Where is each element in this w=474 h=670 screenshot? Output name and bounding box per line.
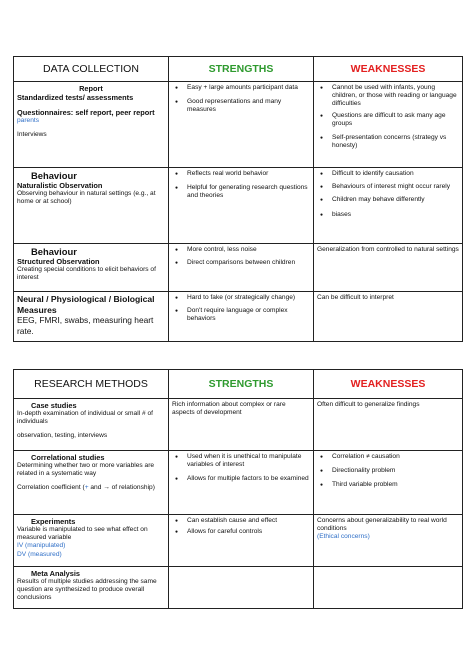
cell-case-method	[14, 399, 169, 451]
list-item: ● Don't require language or complex behaviors	[187, 307, 310, 323]
list-item: ● Behaviours of interest might occur rarely	[332, 183, 459, 191]
list-item: ● More control, less noise	[187, 246, 310, 254]
case-line2: observation, testing, interviews	[17, 432, 108, 440]
cell-experiments-method	[14, 515, 169, 567]
header-strengths: STRENGTHS	[169, 57, 314, 82]
row-neural	[14, 292, 463, 342]
cell-neural-strengths	[169, 292, 314, 342]
header-row	[14, 57, 463, 82]
cell-structured-weakness: Generalization from controlled to natural settings	[314, 244, 463, 292]
list-item: ● Correlation ≠ causation	[332, 453, 459, 461]
report-interviews: Interviews	[17, 131, 47, 139]
experiments-iv: IV (manipulated)	[17, 542, 66, 550]
correlational-coefficient	[17, 484, 165, 492]
naturalistic-desc: Observing behaviour in natural settings (e.g., at home or at school)	[17, 190, 156, 206]
coef-prefix: Correlation coefficient (	[17, 484, 85, 492]
list-item: ● Helpful for generating research questions and theories	[187, 184, 310, 200]
experiments-title: Experiments	[31, 517, 76, 526]
row-naturalistic	[14, 168, 463, 244]
list-item: ● Good representations and many measures	[187, 98, 310, 114]
list-item: ● Directionality problem	[332, 467, 459, 475]
structured-desc: Creating special conditions to elicit behaviors of interest	[17, 266, 156, 282]
cell-neural-weakness: Can be difficult to interpret	[314, 292, 463, 342]
meta-line1: Results of multiple studies addressing the same question are synthesized to produce overall conclusions	[17, 578, 157, 602]
cell-structured-method	[14, 244, 169, 292]
cell-naturalistic-weaknesses	[314, 168, 463, 244]
arrow-icon: →	[103, 484, 110, 492]
list-item: ● Allows for careful controls	[187, 528, 310, 536]
cell-report-method	[14, 82, 169, 168]
header-row	[14, 370, 463, 399]
row-experiments	[14, 515, 463, 567]
row-structured	[14, 244, 463, 292]
report-title: Report	[79, 84, 103, 93]
cell-report-weaknesses	[314, 82, 463, 168]
coef-suffix: of relationship)	[109, 484, 155, 492]
cell-correlational-weaknesses	[314, 451, 463, 515]
correlational-line1: Determining whether two or more variables are related in a systematic way	[17, 462, 155, 478]
experiments-ethical: (Ethical concerns)	[317, 533, 370, 541]
list-item: ● Children may behave differently	[332, 196, 459, 204]
list-item: ● Difficult to identify causation	[332, 170, 459, 178]
experiments-weakness: Concerns about generalizability to real world conditions	[317, 517, 447, 533]
data-collection-table	[13, 56, 463, 342]
cell-correlational-strengths	[169, 451, 314, 515]
structured-subtitle: Structured Observation	[17, 257, 100, 266]
list-item: ● Can establish cause and effect	[187, 517, 310, 525]
list-item: ● Direct comparisons between children	[187, 259, 310, 267]
cell-experiments-weakness	[314, 515, 463, 567]
list-item: ● Self-presentation concerns (strategy vs honesty)	[332, 134, 459, 150]
case-line1: In-depth examination of individual or small # of individuals	[17, 410, 153, 426]
neural-title: Neural / Physiological / Biological Measures	[17, 294, 155, 315]
cell-naturalistic-method	[14, 168, 169, 244]
research-methods-table	[13, 369, 463, 609]
case-title: Case studies	[31, 401, 77, 410]
report-line2: Questionnaires: self report, peer report	[17, 108, 155, 117]
cell-meta-strengths	[169, 567, 314, 609]
cell-naturalistic-strengths	[169, 168, 314, 244]
header-data-collection: DATA COLLECTION	[14, 57, 169, 82]
cell-case-strength: Rich information about complex or rare aspects of development	[169, 399, 314, 451]
report-line1: Standardized tests/ assessments	[17, 93, 134, 102]
experiments-dv: DV (measured)	[17, 550, 62, 558]
structured-title: Behaviour	[31, 246, 77, 257]
row-report	[14, 82, 463, 168]
correlational-title: Correlational studies	[31, 453, 105, 462]
list-item: ● Reflects real world behavior	[187, 170, 310, 178]
header-research-methods: RESEARCH METHODS	[14, 370, 169, 399]
list-item: ● Allows for multiple factors to be examined	[187, 475, 310, 483]
list-item: ● Used when it is unethical to manipulate variables of interest	[187, 453, 310, 469]
list-item: ● Hard to fake (or strategically change)	[187, 294, 310, 302]
cell-meta-method	[14, 567, 169, 609]
meta-title: Meta Analysis	[31, 569, 81, 578]
cell-correlational-method	[14, 451, 169, 515]
row-correlational	[14, 451, 463, 515]
cell-meta-weaknesses	[314, 567, 463, 609]
cell-structured-strengths	[169, 244, 314, 292]
coef-plus: +	[84, 484, 89, 492]
row-case	[14, 399, 463, 451]
header-strengths: STRENGTHS	[169, 370, 314, 399]
list-item: ● Easy + large amounts participant data	[187, 84, 310, 92]
cell-experiments-strengths	[169, 515, 314, 567]
neural-desc: EEG, FMRI, swabs, measuring heart rate.	[17, 315, 154, 336]
coef-and: and	[88, 484, 104, 492]
header-weaknesses: WEAKNESSES	[314, 57, 463, 82]
cell-neural-method	[14, 292, 169, 342]
cell-report-strengths	[169, 82, 314, 168]
list-item: ● Third variable problem	[332, 481, 459, 489]
report-parents: parents	[17, 117, 39, 124]
list-item: ● Questions are difficult to ask many age groups	[332, 112, 459, 128]
cell-case-weakness: Often difficult to generalize findings	[314, 399, 463, 451]
row-meta	[14, 567, 463, 609]
list-item: ● biases	[332, 211, 459, 219]
list-item: ● Cannot be used with infants, young children, or those with reading or language difficulties	[332, 84, 459, 109]
header-weaknesses: WEAKNESSES	[314, 370, 463, 399]
naturalistic-title: Behaviour	[31, 170, 77, 181]
experiments-line1: Variable is manipulated to see what effect on measured variable	[17, 526, 148, 542]
naturalistic-subtitle: Naturalistic Observation	[17, 181, 103, 190]
